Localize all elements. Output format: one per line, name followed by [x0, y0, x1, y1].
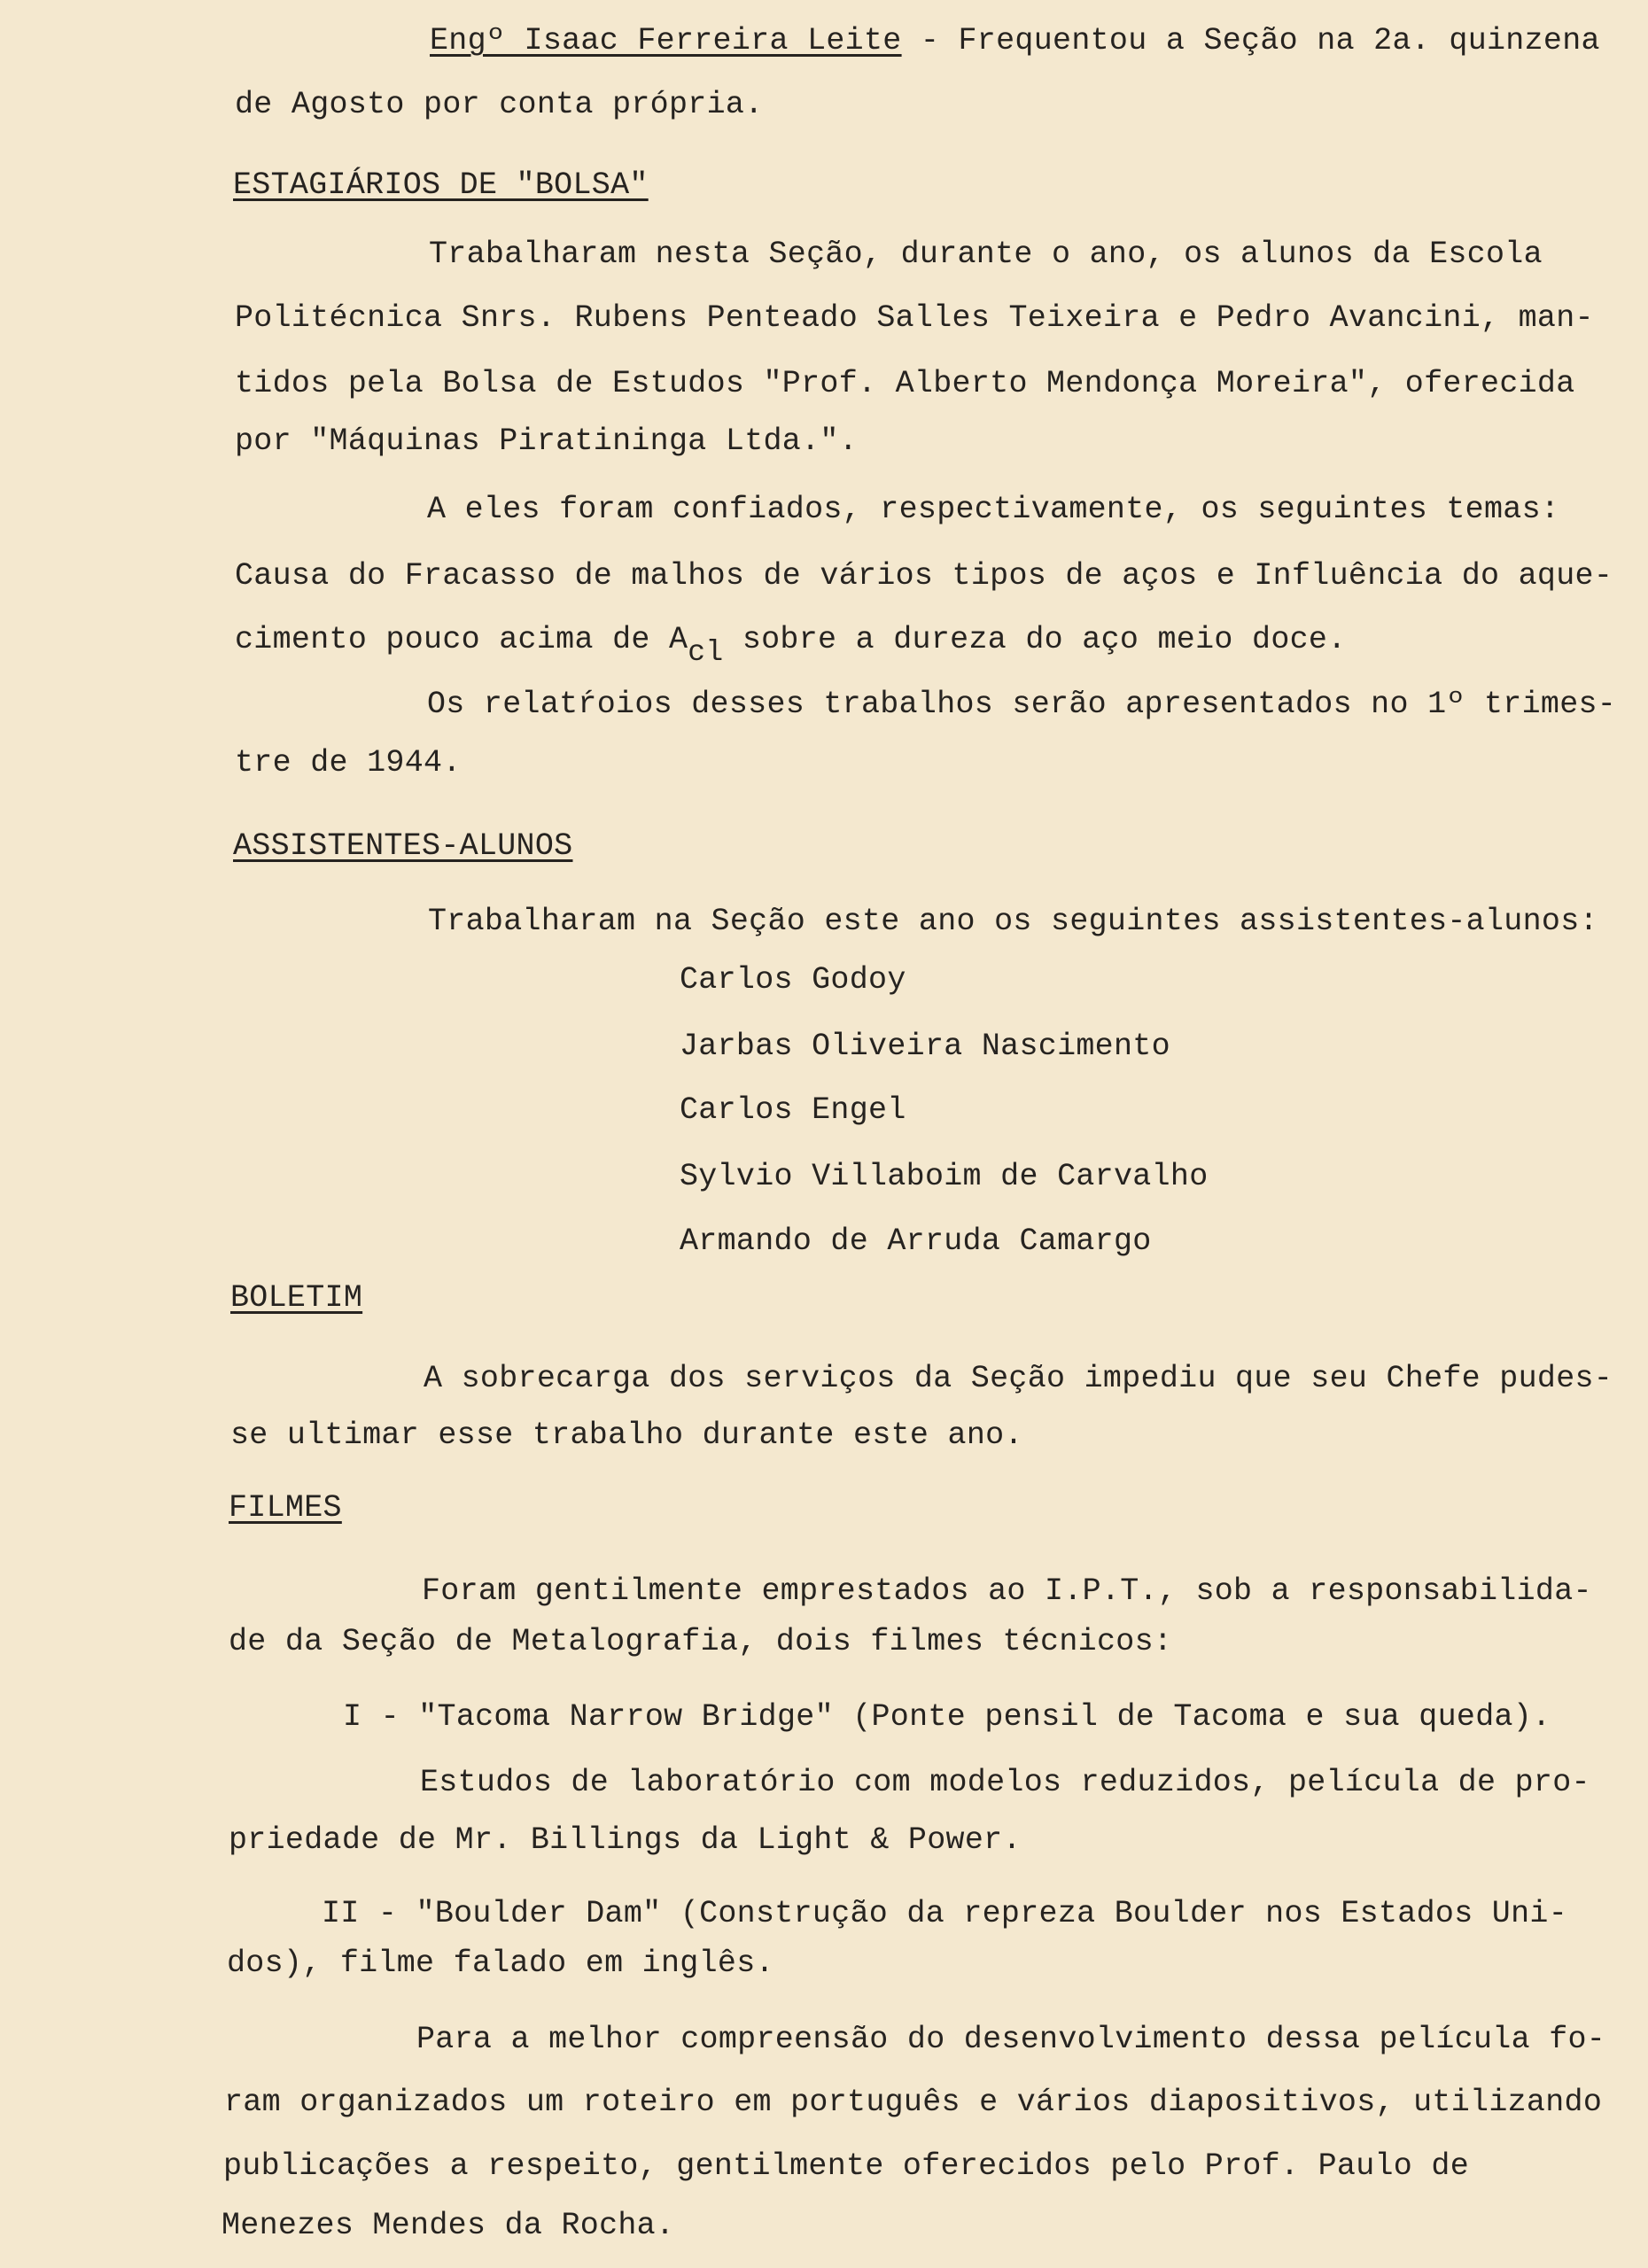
text-line: dos), filme falado em inglês. — [227, 1946, 774, 1981]
intro-text: - Frequentou a Seção na 2a. quinzena — [901, 23, 1600, 58]
section-heading-bolsa: ESTAGIÁRIOS DE "BOLSA" — [233, 167, 649, 203]
assistant-name: Sylvio Villaboim de Carvalho — [680, 1159, 1209, 1194]
film-item-1: I - "Tacoma Narrow Bridge" (Ponte pensil de Tacoma e sua queda). — [343, 1699, 1551, 1735]
text-line: tidos pela Bolsa de Estudos "Prof. Alberto Mendonça Moreira", oferecida — [235, 366, 1575, 401]
text-line: por "Máquinas Piratininga Ltda.". — [235, 423, 859, 459]
text-line: de da Seção de Metalografia, dois filmes técnicos: — [229, 1624, 1173, 1659]
text-line: Foram gentilmente emprestados ao I.P.T., sob a responsabilida- — [422, 1573, 1592, 1609]
intro-line — [430, 21, 1600, 60]
assistant-name: Armando de Arruda Camargo — [680, 1223, 1152, 1259]
text-line: se ultimar esse trabalho durante este ano. — [230, 1418, 1023, 1453]
person-name: Engº Isaac Ferreira Leite — [430, 23, 902, 58]
text-line: Trabalharam nesta Seção, durante o ano, os alunos da Escola — [429, 237, 1543, 272]
section-heading-filmes: FILMES — [229, 1490, 342, 1526]
assistant-name: Jarbas Oliveira Nascimento — [680, 1029, 1170, 1064]
text-line: priedade de Mr. Billings da Light & Power. — [229, 1822, 1022, 1858]
text-line: Trabalharam na Seção este ano os seguintes assistentes-alunos: — [428, 904, 1598, 939]
section-heading-assistentes: ASSISTENTES-ALUNOS — [233, 828, 573, 864]
text-line: Politécnica Snrs. Rubens Penteado Salles Teixeira e Pedro Avancini, man- — [235, 300, 1594, 336]
film-item-2: II - "Boulder Dam" (Construção da repreza Boulder nos Estados Uni- — [322, 1896, 1568, 1931]
text-line: A sobrecarga dos serviços da Seção impediu que seu Chefe pudes- — [424, 1361, 1613, 1396]
text-line: A eles foram confiados, respectivamente, os seguintes temas: — [427, 492, 1560, 527]
text-line: Menezes Mendes da Rocha. — [222, 2208, 675, 2243]
assistant-name: Carlos Godoy — [680, 962, 906, 998]
text-line: Para a melhor compreensão do desenvolvimento dessa película fo- — [416, 2022, 1606, 2057]
text-line — [235, 620, 1347, 669]
text-line: ram organizados um roteiro em português e vários diapositivos, utilizando — [224, 2085, 1603, 2120]
text-line: de Agosto por conta própria. — [235, 87, 764, 122]
text-line: Os relatŕoios desses trabalhos serão apresentados no 1º trimes- — [427, 687, 1617, 722]
text-line: publicações a respeito, gentilmente oferecidos pelo Prof. Paulo de — [223, 2148, 1470, 2184]
section-heading-boletim: BOLETIM — [230, 1280, 363, 1316]
assistant-name: Carlos Engel — [680, 1092, 906, 1128]
subscript: cl — [688, 636, 724, 669]
text-segment: sobre a dureza do aço meio doce. — [723, 622, 1347, 657]
text-line: tre de 1944. — [235, 745, 462, 781]
text-segment: cimento pouco acima de A — [235, 622, 688, 657]
text-line: Causa do Fracasso de malhos de vários tipos de aços e Influência do aque- — [235, 558, 1613, 594]
text-line: Estudos de laboratório com modelos reduzidos, película de pro- — [420, 1765, 1590, 1800]
